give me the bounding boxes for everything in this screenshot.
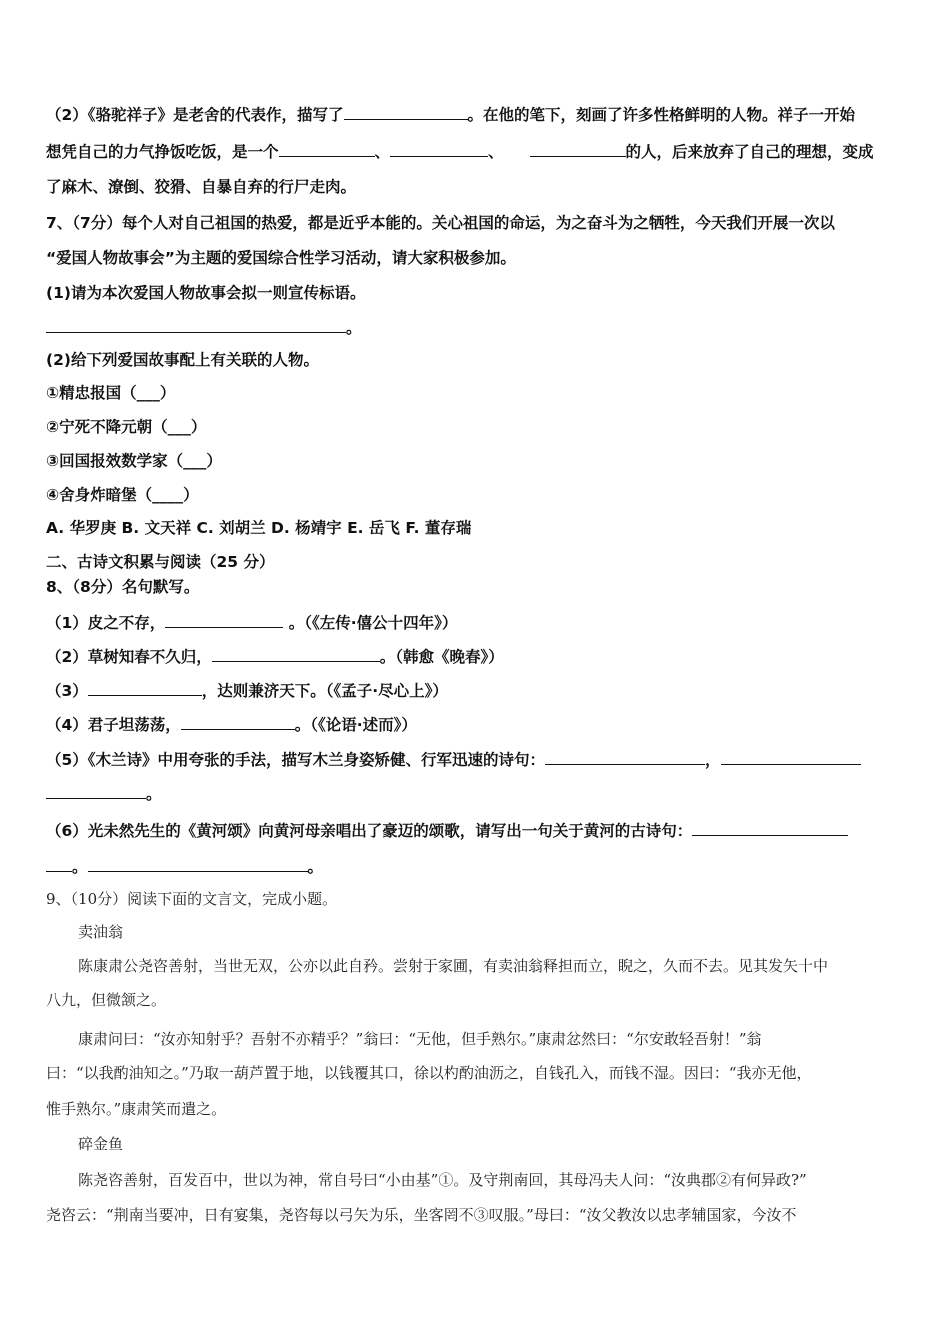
q9-passage-title-2: 碎金鱼 [78,1135,124,1153]
q7-slogan-answer-line [46,316,362,338]
q9-passage-title-1: 卖油翁 [78,923,124,941]
q8-sentence-6-cont [46,855,323,877]
q6-blank-trait-3[interactable] [530,140,626,157]
q8-sentence-5-cont [46,782,162,804]
q8-s2-suffix: 。（韩愈《晚春》） [379,648,504,666]
q9-passage2-line-2: 曰：“以我酌油知之。”乃取一葫芦置于地，以钱覆其口，徐以杓酌油沥之，自钱孔入，而钱不湿。因曰：“我亦无他， [46,1064,812,1082]
q6-line2-text-a: 想凭自己的力气挣饭吃饭，是一个 [46,143,279,161]
q8-sentence-5 [46,748,861,770]
q8-blank-6a[interactable] [692,819,848,836]
q8-s4-prefix: （4）君子坦荡荡， [46,716,181,734]
q9-passage3-line-2: 尧咨云：“荆南当要冲，日有宴集，尧咨每以弓矢为乐，坐客罔不③叹服。”母曰：“汝父教汝以忠孝辅国家，今汝不 [46,1206,797,1224]
section-2-title: 二、古诗文积累与阅读（25 分） [46,553,275,571]
q6-line-2 [46,140,874,162]
q9-passage2-line-1: 康肃问曰：“汝亦知射乎？吾射不亦精乎？”翁曰：“无他，但手熟尔。”康肃忿然曰：“尔安敢轻吾射！”翁 [78,1030,762,1048]
q8-blank-6c[interactable] [88,855,308,872]
q8-sentence-1 [46,611,457,633]
q7-intro-line-2: “爱国人物故事会”为主题的爱国综合性学习活动，请大家积极参加。 [46,249,516,267]
q8-s5-prefix: （5）《木兰诗》中用夸张的手法，描写木兰身姿矫健、行军迅速的诗句： [46,751,546,769]
q7-sub-question-2: (2)给下列爱国故事配上有关联的人物。 [46,351,319,369]
q6-blank-trait-1[interactable] [279,140,375,157]
q8-blank-6b[interactable] [46,855,72,872]
q7-answer-options: A. 华罗庚 B. 文天祥 C. 刘胡兰 D. 杨靖宇 E. 岳飞 F. 董存瑞 [46,519,472,537]
q8-s2-prefix: （2）草树知春不久归， [46,648,212,666]
q6-line-1 [46,103,855,125]
q7-match-item-1: ①精忠报国（___） [46,384,176,402]
q6-line2-sep-1: 、 [374,143,391,161]
q8-blank-5b[interactable] [721,748,861,765]
q8-s6-prefix: （6）光未然先生的《黄河颂》向黄河母亲唱出了豪迈的颂歌，请写出一句关于黄河的古诗句： [46,822,693,840]
q8-sentence-6 [46,819,848,841]
q9-intro: 9、（10分）阅读下面的文言文，完成小题。 [46,890,338,908]
q9-passage1-line-1: 陈康肃公尧咨善射，当世无双，公亦以此自矜。尝射于家圃，有卖油翁释担而立，睨之，久而不去。见其发矢十中 [78,957,829,975]
q8-blank-1[interactable] [165,611,283,628]
q8-blank-5a[interactable] [545,748,705,765]
q6-line2-text-end: 的人，后来放弃了自己的理想，变成 [625,143,874,161]
q8-s5-period: 。 [146,785,162,803]
q8-intro: 8、（8分）名句默写。 [46,578,200,596]
q7-slogan-period: 。 [346,319,362,337]
q6-line1-text-b: 。在他的笔下，刻画了许多性格鲜明的人物。祥子一开始 [467,106,856,124]
q6-line1-text-a: （2）《骆驼祥子》是老舍的代表作，描写了 [46,106,344,124]
q8-sentence-4 [46,713,417,735]
q8-s3-prefix: （3） [46,682,88,700]
q9-passage3-line-1: 陈尧咨善射，百发百中，世以为神，常自号曰“小由基”①。及守荆南回，其母冯夫人问：“汝典郡②有何异政?” [78,1171,807,1189]
q8-blank-3[interactable] [88,679,202,696]
q9-passage1-line-2: 八九，但微颔之。 [46,991,167,1009]
q6-blank-trait-2[interactable] [390,140,488,157]
q8-sentence-2 [46,645,504,667]
q7-match-item-3: ③回国报效数学家（___） [46,452,222,470]
q8-s6-period: 。 [307,858,324,876]
q8-blank-5c[interactable] [46,782,146,799]
q8-blank-4[interactable] [181,713,295,730]
q6-line-3: 了麻木、潦倒、狡猾、自暴自弃的行尸走肉。 [46,178,357,196]
q6-line2-sep-2: 、 [488,143,504,161]
q7-intro-line-1: 7、（7分）每个人对自己祖国的热爱，都是近乎本能的。关心祖国的命运，为之奋斗为之牺牲，今天我们开展一次以 [46,214,835,232]
q8-sentence-3 [46,679,448,701]
q7-match-item-4: ④舍身炸暗堡（____） [46,486,199,504]
q8-s1-prefix: （1）皮之不存， [46,614,166,632]
q8-s4-suffix: 。（《论语·述而》） [294,716,417,734]
q9-passage2-line-3: 惟手熟尔。”康肃笑而遣之。 [46,1100,227,1118]
q8-s3-suffix: ，达则兼济天下。（《孟子·尽心上》） [201,682,448,700]
q8-s6-separator: 。 [72,858,88,876]
q7-blank-slogan[interactable] [46,316,346,333]
q7-sub-question-1: (1)请为本次爱国人物故事会拟一则宣传标语。 [46,284,366,302]
q8-blank-2[interactable] [212,645,380,662]
q7-match-item-2: ②宁死不降元朝（___） [46,418,207,436]
q8-s5-comma: ， [705,751,721,769]
q6-blank-novel-content[interactable] [344,103,468,120]
q8-s1-suffix: 。（《左传·僖公十四年》） [283,614,458,632]
